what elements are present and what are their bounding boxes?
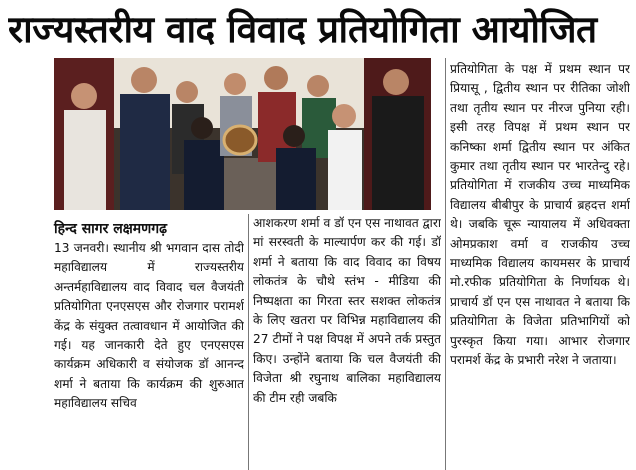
article-column-3 <box>450 60 630 468</box>
byline: हिन्द सागर लक्षमणगढ़ <box>54 221 168 237</box>
news-photo <box>54 58 431 210</box>
award-ceremony-photo <box>54 58 431 210</box>
article-text: आशकरण शर्मा व डॉ एन एस नाथावत द्वारा मां सरस्वती के माल्यार्पण कर की गई। डॉ शर्मा ने बताया कि वाद विवाद का विषय लोकतंत्र के चौथे स्तंभ - मीडिया की निष्पक्षता का गिरता स्तर सशक्त लोकतंत्र के लिए खतरा पर विभिन्न महाविद्यालय की 27 टीमों ने पक्ष विपक्ष में अपने तर्क प्रस्तुत किए। उन्होंने बताया कि चल वैजयंती की विजेता श्री रघुनाथ बालिका महाविद्यालय की टीम रही जबकि <box>253 216 441 405</box>
headline: राज्यस्तरीय वाद विवाद प्रतियोगिता आयोजित <box>8 8 597 51</box>
article-text: 13 जनवरी। स्थानीय श्री भगवान दास तोदी महाविद्यालय में राज्यस्तरीय अन्तर्महाविद्यालय वाद विवाद चल वैजयंती प्रतियोगिता एनएसएस और रोजगार परामर्श केंद्र के संयुक्त तत्वावधान में आयोजित की गई। यह जानकारी देते हुए एनएसएस कार्यक्रम अधिकारी व संयोजक डॉ आनन्द शर्मा ने बताया कि कार्यक्रम की शुरुआत महाविद्यालय सचिव <box>54 241 244 411</box>
column-divider <box>248 214 249 470</box>
article-column-2 <box>253 214 441 469</box>
article-text: प्रतियोगिता के पक्ष में प्रथम स्थान पर प्रियासू , द्वितीय स्थान पर रीतिका जोशी तथा तृतीय स्थान पर नीरज पुनिया रही। इसी तरह विपक्ष में प्रथम स्थान पर कनिष्का शर्मा द्वितीय स्थान पर अंकित कुमार तथा तृतीय स्थान पर भारतेन्दु रहे। प्रतियोगिता में राजकीय उच्च माध्यमिक विद्यालय बीबीपुर के प्राचार्य ब्रहदत्त शर्मा थे। जबकि चूरू न्यायालय में अधिवक्ता ओमप्रकाश वर्मा व राजकीय उच्च माध्यमिक विद्यालय कायमसर के प्राचार्य मो.रफीक प्रतियोगिता के निर्णायक थे। प्राचार्य डॉ एन एस नाथावत ने बताया कि प्रतियोगिता के विजेता प्रतिभागियों को पुरस्कृत किया गया। आभार रोजगार परामर्श केंद्र के प्रभारी नरेश ने जताया। <box>450 62 630 368</box>
column-divider <box>445 58 446 470</box>
article-column-1 <box>54 239 244 469</box>
